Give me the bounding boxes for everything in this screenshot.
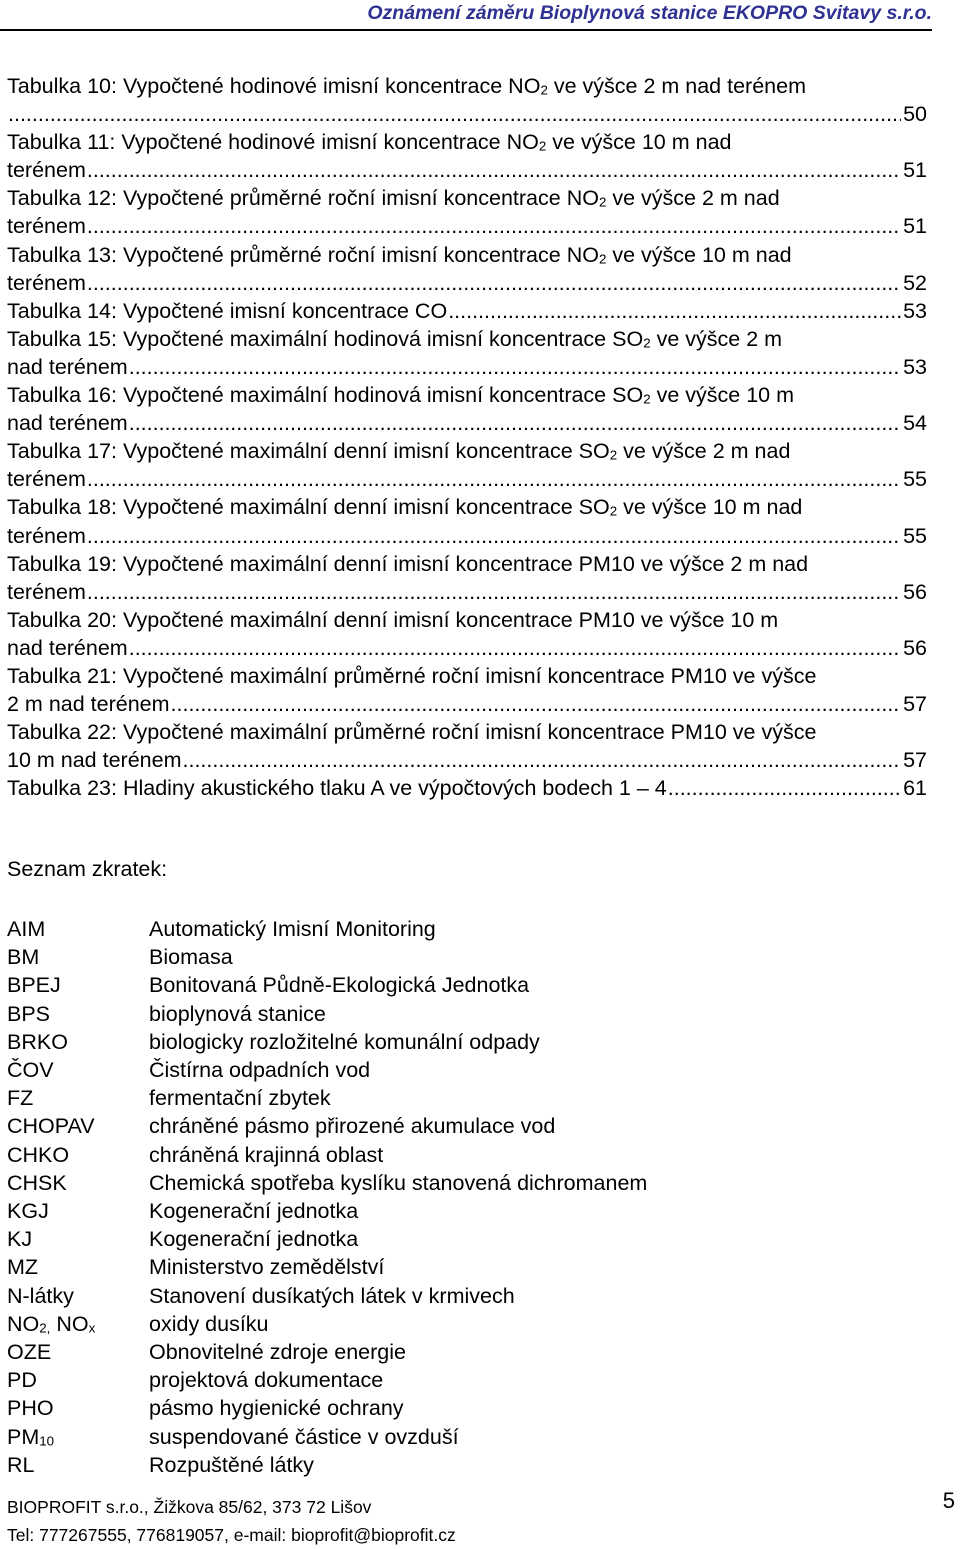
abbreviation-meaning: Stanovení dusíkatých látek v krmivech xyxy=(149,1283,515,1308)
abbreviation-meaning: Chemická spotřeba kyslíku stanovená dichromanem xyxy=(149,1170,648,1195)
toc-entry[interactable] xyxy=(7,184,927,240)
abbreviation-key-text: CHKO xyxy=(7,1142,70,1167)
toc-page-number: 61 xyxy=(903,776,927,801)
abbreviation-row xyxy=(7,1141,907,1169)
abbreviation-row xyxy=(7,1310,907,1338)
toc-page-number: 51 xyxy=(903,158,927,183)
toc-entry[interactable] xyxy=(7,72,927,128)
abbreviation-meaning: chráněné pásmo přirozené akumulace vod xyxy=(149,1114,556,1139)
abbreviation-key-text: AIM xyxy=(7,917,46,941)
abbreviation-key xyxy=(7,1112,149,1140)
toc-page-number: 55 xyxy=(903,467,927,492)
toc-leader-dots xyxy=(171,690,902,718)
toc-entry-continuation: 10 m nad terénem xyxy=(7,748,182,773)
toc-entry-subscript: 2 xyxy=(643,391,651,407)
toc-entry-line xyxy=(7,634,927,662)
abbreviation-meaning: oxidy dusíku xyxy=(149,1311,269,1336)
toc-leader-dots xyxy=(87,269,901,297)
toc-entry-continuation: terénem xyxy=(7,270,86,295)
toc-entry-continuation: nad terénem xyxy=(7,411,128,436)
toc-entry[interactable] xyxy=(7,606,927,662)
toc-entry[interactable] xyxy=(7,381,927,437)
abbreviation-key-text: BM xyxy=(7,945,40,970)
toc-entry-continuation: nad terénem xyxy=(7,354,128,379)
abbreviation-meaning: projektová dokumentace xyxy=(149,1368,384,1393)
abbreviation-meaning: fermentační zbytek xyxy=(149,1086,331,1111)
abbreviation-key-subscript-2: x xyxy=(88,1320,96,1336)
abbreviation-key-text: FZ xyxy=(7,1086,34,1111)
toc-page-number: 53 xyxy=(903,298,927,323)
toc-entry-line xyxy=(7,325,927,353)
abbreviation-key xyxy=(7,1366,149,1394)
toc-page-number: 50 xyxy=(903,102,927,127)
toc-entry-line xyxy=(7,550,927,578)
toc-entry-text: Tabulka 18: Vypočtené maximální denní imisní koncentrace SO xyxy=(7,495,610,520)
abbreviation-meaning: Čistírna odpadních vod xyxy=(149,1058,371,1083)
toc-entry[interactable] xyxy=(7,550,927,606)
page-number: 5 xyxy=(942,1488,955,1513)
toc-entry[interactable] xyxy=(7,662,927,718)
abbreviation-key-text: PM xyxy=(7,1424,40,1449)
abbreviation-key xyxy=(7,1141,149,1169)
toc-entry-subscript: 2 xyxy=(538,138,547,154)
abbreviation-key-text: ČOV xyxy=(7,1058,54,1083)
toc-entry-line xyxy=(7,662,927,690)
abbreviation-meaning: Bonitovaná Půdně-Ekologická Jednotka xyxy=(149,973,530,998)
abbreviation-row xyxy=(7,915,907,943)
toc-entry-line xyxy=(7,578,927,606)
toc-page-number: 57 xyxy=(903,692,927,717)
abbreviation-row xyxy=(7,1225,907,1253)
toc-leader-dots xyxy=(87,465,901,493)
toc-entry-subscript: 2 xyxy=(598,194,607,210)
toc-leader-dots xyxy=(87,578,901,606)
toc-entry-line xyxy=(7,690,927,718)
abbreviation-row xyxy=(7,1366,907,1394)
toc-entry[interactable] xyxy=(7,241,927,297)
toc-entry-line xyxy=(7,297,927,325)
abbreviation-key xyxy=(7,971,149,999)
abbreviation-meaning: suspendované částice v ovzduší xyxy=(149,1424,459,1449)
toc-entry-text: Tabulka 17: Vypočtené maximální denní imisní koncentrace SO xyxy=(7,439,610,464)
toc-entry-line xyxy=(7,269,927,297)
toc-entry[interactable] xyxy=(7,297,927,325)
toc-entry-line xyxy=(7,606,927,634)
toc-entry-text: Tabulka 15: Vypočtené maximální hodinová imisní koncentrace SO xyxy=(7,326,644,351)
toc-leader-dots xyxy=(129,634,901,662)
table-list-of-contents xyxy=(7,72,927,802)
toc-page-number: 51 xyxy=(903,214,927,239)
toc-entry-line xyxy=(7,381,927,409)
toc-entry[interactable] xyxy=(7,325,927,381)
abbreviation-key xyxy=(7,1310,149,1338)
abbreviation-key xyxy=(7,1197,149,1225)
toc-entry-line xyxy=(7,353,927,381)
document-header-title: Oznámení záměru Bioplynová stanice EKOPRO Svitavy s.r.o. xyxy=(367,2,932,24)
toc-entry-line xyxy=(7,100,927,128)
abbreviation-key xyxy=(7,1000,149,1028)
abbreviation-row xyxy=(7,1169,907,1197)
toc-entry-text-rest: ve výšce 10 m nad xyxy=(606,242,792,267)
toc-entry-line xyxy=(7,493,927,521)
abbreviation-row xyxy=(7,1338,907,1366)
toc-page-number: 56 xyxy=(903,635,927,660)
toc-entry-continuation: terénem xyxy=(7,523,86,548)
toc-entry-text: Tabulka 23: Hladiny akustického tlaku A ve výpočtových bodech 1 – 4 xyxy=(7,776,667,801)
toc-entry-text-rest: ve výšce 2 m nad terénem xyxy=(547,74,806,98)
toc-entry-line xyxy=(7,409,927,437)
abbreviation-key-text: KJ xyxy=(7,1227,33,1252)
abbreviation-meaning: bioplynová stanice xyxy=(149,1001,326,1026)
toc-entry-text-rest: ve výšce 2 m nad xyxy=(617,439,791,464)
abbreviation-key-text: BPEJ xyxy=(7,973,61,998)
toc-entry-text: Tabulka 10: Vypočtené hodinové imisní koncentrace NO xyxy=(7,74,541,98)
toc-entry-line xyxy=(7,465,927,493)
abbreviation-key xyxy=(7,1451,149,1479)
toc-leader-dots xyxy=(87,212,901,240)
abbreviation-row xyxy=(7,1423,907,1451)
toc-entry-text: Tabulka 11: Vypočtené hodinové imisní koncentrace NO xyxy=(7,130,539,155)
toc-entry-text-rest: ve výšce 2 m xyxy=(650,326,783,351)
abbreviation-row xyxy=(7,1112,907,1140)
abbreviation-key xyxy=(7,1423,149,1451)
abbreviation-key xyxy=(7,1028,149,1056)
toc-entry-line xyxy=(7,128,927,156)
abbreviation-meaning: Biomasa xyxy=(149,945,233,970)
abbreviation-key-text: CHOPAV xyxy=(7,1114,95,1139)
footer-contact: Tel: 777267555, 776819057, e-mail: bioprofit@bioprofit.cz xyxy=(7,1525,456,1545)
toc-page-number: 57 xyxy=(903,748,927,773)
toc-entry-continuation: terénem xyxy=(7,467,86,492)
toc-leader-dots xyxy=(183,746,902,774)
toc-entry[interactable] xyxy=(7,774,927,802)
abbreviation-row xyxy=(7,1451,907,1479)
toc-entry-subscript: 2 xyxy=(598,251,607,267)
toc-leader-dots xyxy=(129,353,901,381)
abbreviation-key xyxy=(7,915,149,943)
abbreviation-key-text: PD xyxy=(7,1368,37,1393)
abbreviation-meaning: Automatický Imisní Monitoring xyxy=(149,917,436,941)
abbreviation-meaning: Rozpuštěné látky xyxy=(149,1452,314,1477)
abbreviation-key-text: PHO xyxy=(7,1396,54,1421)
toc-entry-text: Tabulka 21: Vypočtené maximální průměrné roční imisní koncentrace PM10 ve výšce xyxy=(7,663,817,688)
abbreviation-row xyxy=(7,1000,907,1028)
abbreviation-row xyxy=(7,943,907,971)
abbreviation-key xyxy=(7,1253,149,1281)
toc-entry-line xyxy=(7,184,927,212)
toc-entry-subscript: 2 xyxy=(609,504,618,519)
abbreviation-meaning: biologicky rozložitelné komunální odpady xyxy=(149,1029,540,1054)
toc-entry-line xyxy=(7,522,927,550)
abbreviations-title: Seznam zkratek: xyxy=(7,857,168,881)
toc-entry-text: Tabulka 20: Vypočtené maximální denní imisní koncentrace PM10 ve výšce 10 m xyxy=(7,607,779,632)
toc-entry-subscript: 2 xyxy=(540,82,548,98)
abbreviation-row xyxy=(7,1253,907,1281)
abbreviation-key-subscript: 10 xyxy=(39,1433,55,1449)
abbreviation-row xyxy=(7,1394,907,1422)
toc-page-number: 55 xyxy=(903,523,927,548)
toc-leader-dots xyxy=(87,522,901,550)
footer-address: BIOPROFIT s.r.o., Žižkova 85/62, 373 72 Lišov xyxy=(7,1497,372,1517)
toc-entry-text-rest: ve výšce 10 m nad xyxy=(617,495,803,520)
toc-entry-text: Tabulka 16: Vypočtené maximální hodinová imisní koncentrace SO xyxy=(7,383,644,408)
toc-entry-continuation: terénem xyxy=(7,158,86,183)
abbreviation-row xyxy=(7,1197,907,1225)
abbreviation-meaning: Ministerstvo zemědělství xyxy=(149,1255,385,1280)
abbreviations-list xyxy=(7,915,907,1479)
toc-entry[interactable] xyxy=(7,128,927,184)
abbreviation-meaning: Kogenerační jednotka xyxy=(149,1199,359,1224)
abbreviation-row xyxy=(7,1028,907,1056)
toc-entry[interactable] xyxy=(7,437,927,493)
toc-entry-continuation: nad terénem xyxy=(7,635,128,660)
abbreviation-key xyxy=(7,1282,149,1310)
abbreviation-meaning: pásmo hygienické ochrany xyxy=(149,1396,404,1421)
footer xyxy=(7,1493,456,1549)
header-rule xyxy=(0,29,932,31)
abbreviation-row xyxy=(7,1282,907,1310)
toc-entry-text-rest: ve výšce 2 m nad xyxy=(606,186,780,211)
toc-entry-line xyxy=(7,156,927,184)
abbreviation-key-text: OZE xyxy=(7,1340,52,1365)
abbreviation-key-text-2: NO xyxy=(50,1311,89,1336)
toc-entry-text: Tabulka 22: Vypočtené maximální průměrné roční imisní koncentrace PM10 ve výšce xyxy=(7,720,817,745)
toc-page-number: 54 xyxy=(903,411,927,436)
abbreviation-key-text: CHSK xyxy=(7,1170,67,1195)
toc-entry-line xyxy=(7,746,927,774)
abbreviation-meaning: chráněná krajinná oblast xyxy=(149,1142,384,1167)
toc-entry-text-rest: ve výšce 10 m nad xyxy=(546,130,732,155)
toc-entry-text: Tabulka 19: Vypočtené maximální denní imisní koncentrace PM10 ve výšce 2 m nad xyxy=(7,551,809,576)
abbreviation-key-text: RL xyxy=(7,1452,35,1477)
toc-leader-dots xyxy=(448,297,901,325)
abbreviation-key-subscript: 2, xyxy=(39,1320,51,1336)
toc-entry-line xyxy=(7,241,927,269)
abbreviation-key xyxy=(7,1225,149,1253)
toc-entry-line xyxy=(7,774,927,802)
toc-entry-line xyxy=(7,212,927,240)
toc-entry-continuation: 2 m nad terénem xyxy=(7,692,170,717)
abbreviation-meaning: Kogenerační jednotka xyxy=(149,1227,359,1252)
abbreviation-key-text: BPS xyxy=(7,1001,51,1026)
toc-page-number: 56 xyxy=(903,579,927,604)
abbreviation-key-text: NO xyxy=(7,1311,40,1336)
toc-page-number: 52 xyxy=(903,270,927,295)
toc-entry-line xyxy=(7,72,927,100)
abbreviation-key-text: MZ xyxy=(7,1255,39,1280)
toc-entry-subscript: 2 xyxy=(609,447,618,463)
abbreviation-key xyxy=(7,1084,149,1112)
abbreviation-meaning: Obnovitelné zdroje energie xyxy=(149,1340,406,1365)
abbreviation-key-text: BRKO xyxy=(7,1029,68,1054)
toc-page-number: 53 xyxy=(903,354,927,379)
toc-leader-dots xyxy=(87,156,901,184)
abbreviation-key-text: KGJ xyxy=(7,1199,49,1224)
toc-leader-dots xyxy=(8,100,901,128)
abbreviation-row xyxy=(7,971,907,999)
toc-entry[interactable] xyxy=(7,493,927,549)
toc-entry-continuation: terénem xyxy=(7,579,86,604)
abbreviation-row xyxy=(7,1056,907,1084)
abbreviation-key xyxy=(7,943,149,971)
toc-entry-text-rest: ve výšce 10 m xyxy=(650,383,794,408)
toc-entry-text: Tabulka 14: Vypočtené imisní koncentrace CO xyxy=(7,298,448,323)
abbreviation-key xyxy=(7,1394,149,1422)
abbreviation-key-text: N-látky xyxy=(7,1283,74,1308)
toc-entry-text: Tabulka 12: Vypočtené průměrné roční imisní koncentrace NO xyxy=(7,186,599,211)
toc-entry-line xyxy=(7,437,927,465)
abbreviation-key xyxy=(7,1169,149,1197)
toc-entry-continuation: terénem xyxy=(7,214,86,239)
toc-leader-dots xyxy=(668,774,901,802)
abbreviation-key xyxy=(7,1056,149,1084)
abbreviation-key xyxy=(7,1338,149,1366)
toc-entry[interactable] xyxy=(7,718,927,774)
toc-entry-line xyxy=(7,718,927,746)
abbreviation-row xyxy=(7,1084,907,1112)
toc-entry-subscript: 2 xyxy=(643,335,651,351)
toc-leader-dots xyxy=(129,409,901,437)
toc-entry-text: Tabulka 13: Vypočtené průměrné roční imisní koncentrace NO xyxy=(7,242,599,267)
